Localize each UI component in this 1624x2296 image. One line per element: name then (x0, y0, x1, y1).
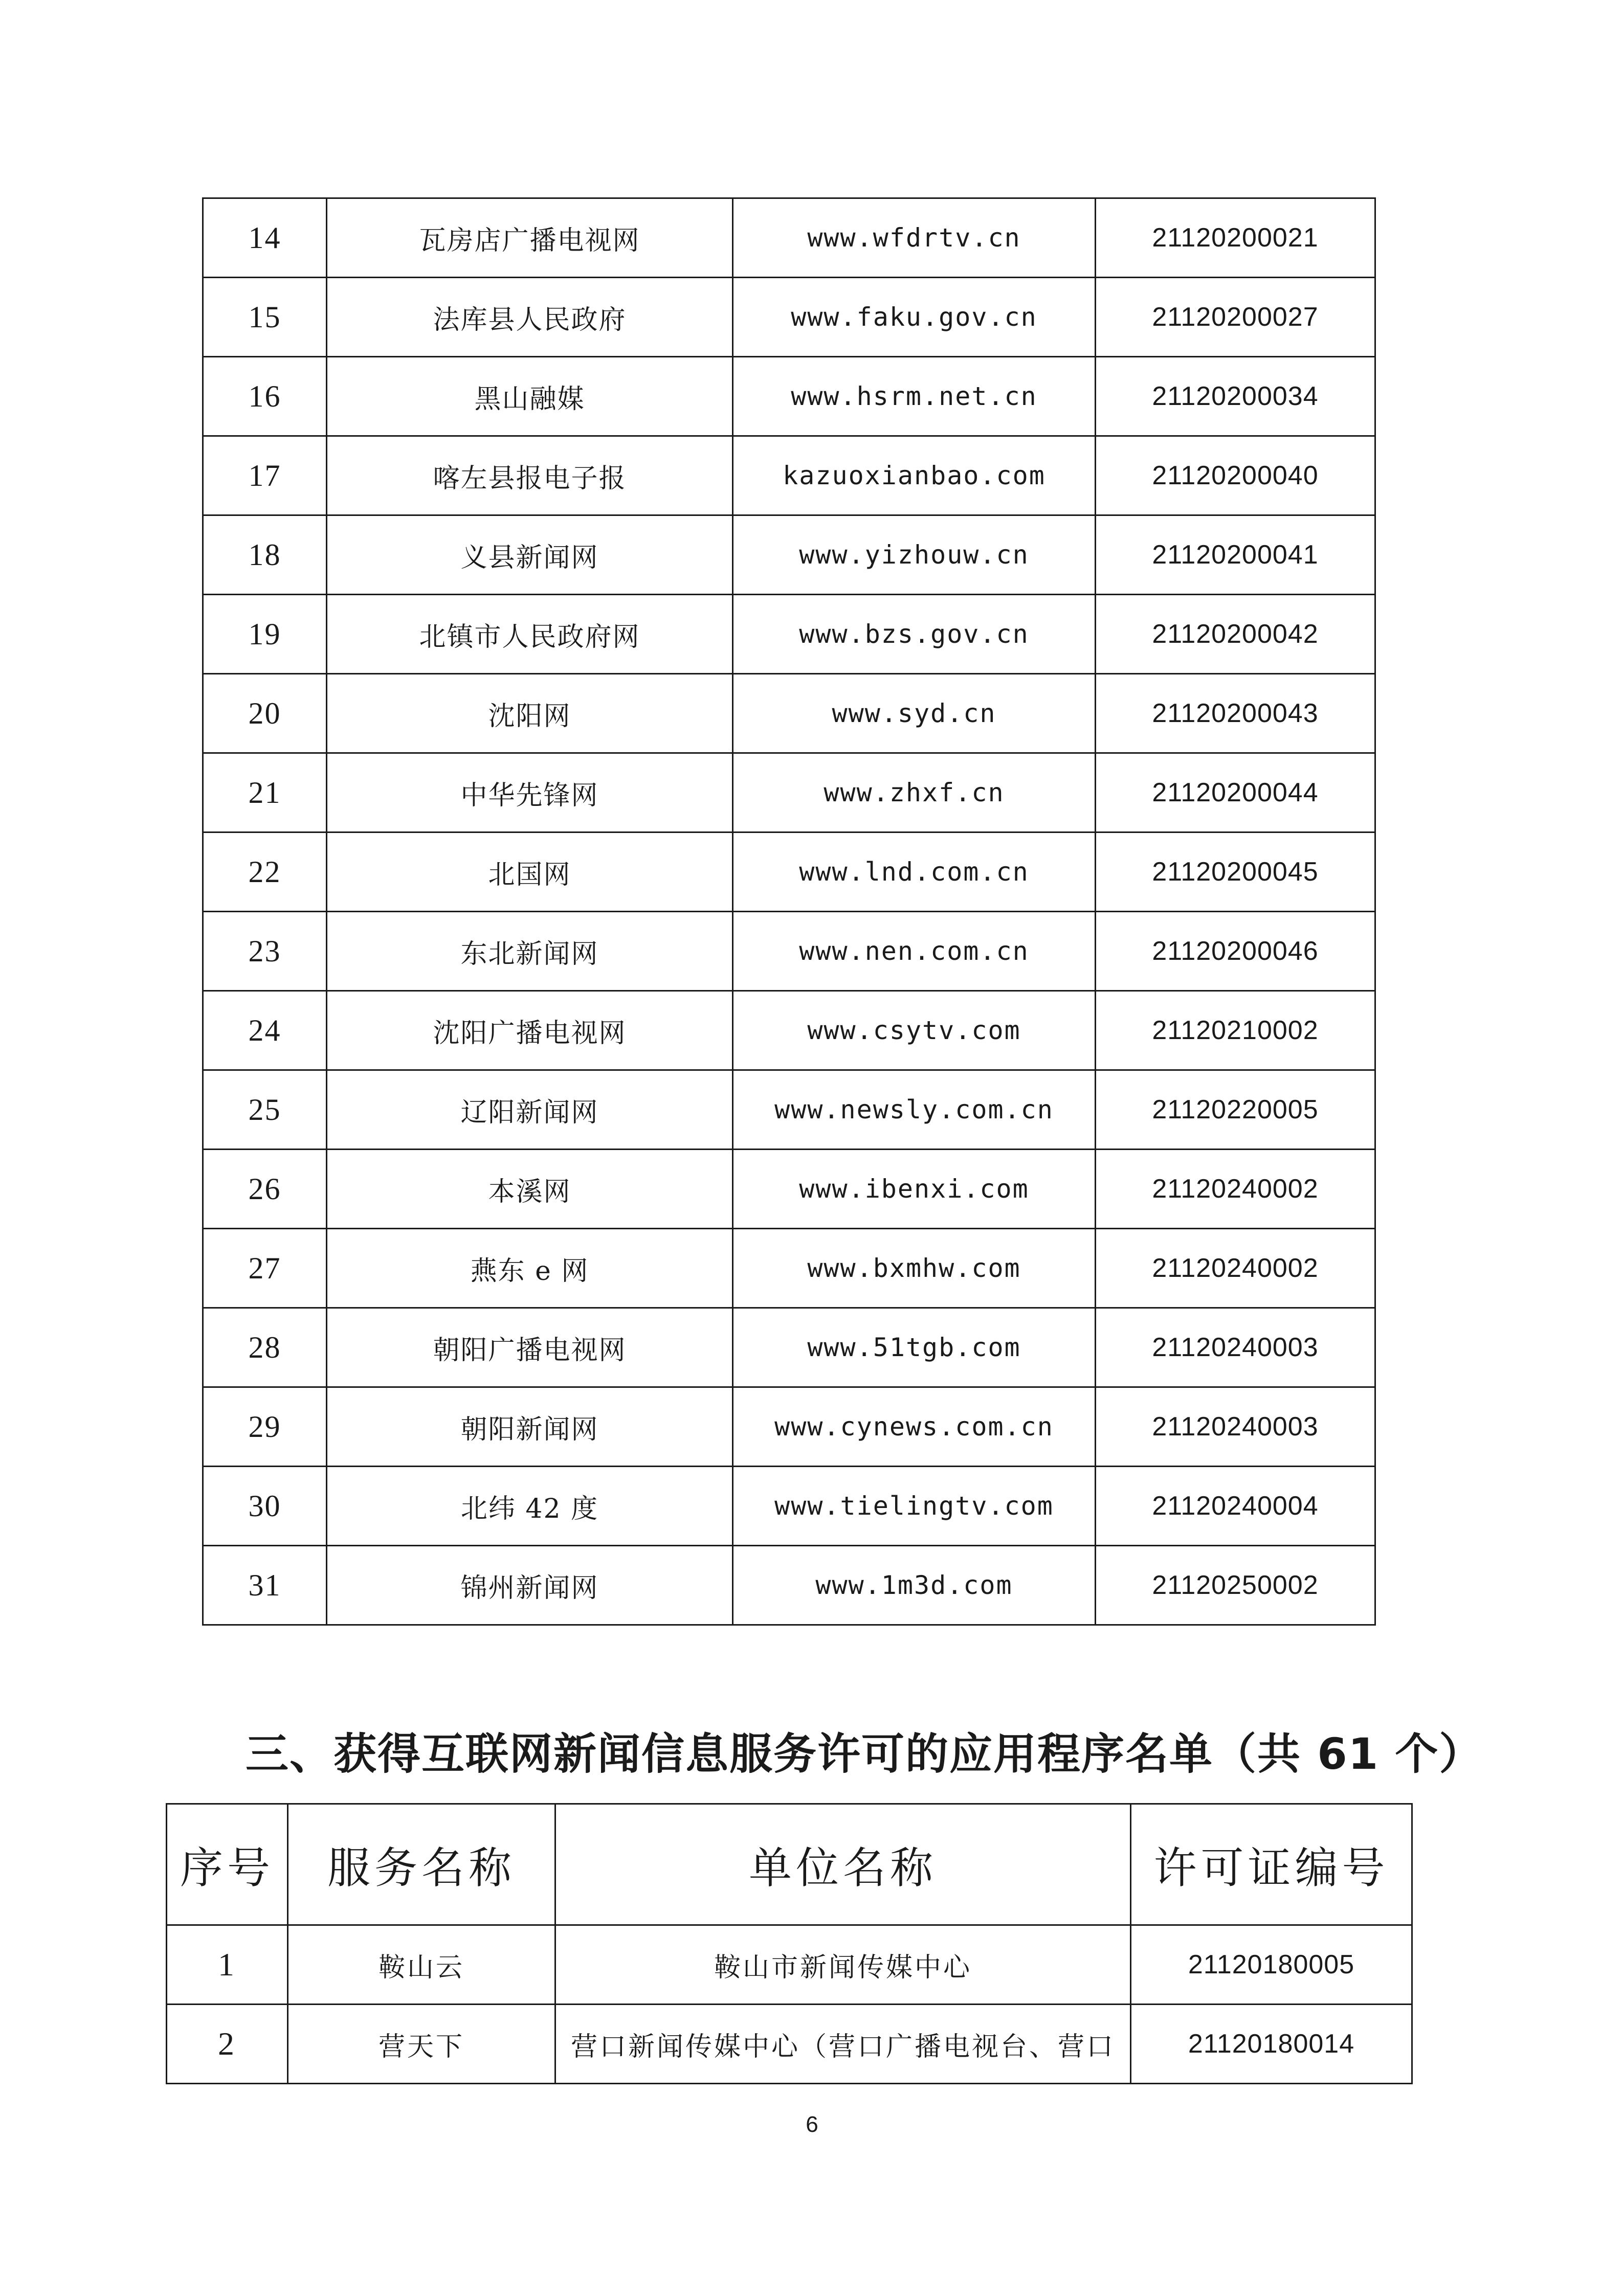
row-number: 25 (203, 1070, 327, 1150)
table-row (203, 357, 1375, 436)
website-name: 沈阳广播电视网 (327, 991, 733, 1070)
row-number: 2 (167, 2005, 288, 2084)
license-number: 21120180005 (1131, 1925, 1412, 2005)
row-number: 26 (203, 1150, 327, 1229)
table-row (203, 753, 1375, 832)
website-name: 喀左县报电子报 (327, 436, 733, 515)
license-number: 21120200041 (1096, 515, 1375, 595)
website-url: www.yizhouw.cn (733, 515, 1096, 595)
website-url: www.1m3d.com (733, 1546, 1096, 1625)
license-number: 21120240004 (1096, 1467, 1375, 1546)
website-name: 法库县人民政府 (327, 278, 733, 357)
header-license-number: 许可证编号 (1131, 1804, 1412, 1925)
apps-table-header-row (167, 1804, 1412, 1925)
page-number: 6 (806, 2112, 818, 2137)
website-url: www.hsrm.net.cn (733, 357, 1096, 436)
license-number: 21120210002 (1096, 991, 1375, 1070)
website-url: www.nen.com.cn (733, 912, 1096, 991)
table-row (203, 1070, 1375, 1150)
website-name: 本溪网 (327, 1150, 733, 1229)
website-url: www.ibenxi.com (733, 1150, 1096, 1229)
row-number: 29 (203, 1387, 327, 1467)
license-number: 21120240003 (1096, 1308, 1375, 1387)
website-name: 东北新闻网 (327, 912, 733, 991)
apps-table-body (167, 1925, 1412, 2084)
service-name: 鞍山云 (288, 1925, 555, 2005)
license-number: 21120240003 (1096, 1387, 1375, 1467)
row-number: 16 (203, 357, 327, 436)
license-number: 21120200044 (1096, 753, 1375, 832)
websites-table-body (203, 198, 1375, 1625)
table-row (203, 436, 1375, 515)
header-service-name: 服务名称 (288, 1804, 555, 1925)
table-row (203, 991, 1375, 1070)
table-row (203, 1546, 1375, 1625)
org-name: 营口新闻传媒中心（营口广播电视台、营口 (555, 2005, 1131, 2084)
license-number: 21120240002 (1096, 1229, 1375, 1308)
website-url: www.faku.gov.cn (733, 278, 1096, 357)
license-number: 21120200045 (1096, 832, 1375, 912)
website-name: 瓦房店广播电视网 (327, 198, 733, 278)
table-row (203, 832, 1375, 912)
table-row (203, 278, 1375, 357)
website-name: 北国网 (327, 832, 733, 912)
row-number: 31 (203, 1546, 327, 1625)
website-name: 朝阳广播电视网 (327, 1308, 733, 1387)
license-number: 21120200040 (1096, 436, 1375, 515)
table-row (203, 1387, 1375, 1467)
website-name: 义县新闻网 (327, 515, 733, 595)
table-row (167, 2005, 1412, 2084)
website-name: 中华先锋网 (327, 753, 733, 832)
license-number: 21120240002 (1096, 1150, 1375, 1229)
website-name: 锦州新闻网 (327, 1546, 733, 1625)
website-url: www.newsly.com.cn (733, 1070, 1096, 1150)
license-number: 21120200046 (1096, 912, 1375, 991)
table-row (203, 1308, 1375, 1387)
website-url: www.cynews.com.cn (733, 1387, 1096, 1467)
website-url: www.bzs.gov.cn (733, 595, 1096, 674)
websites-table (202, 197, 1376, 1626)
website-url: www.bxmhw.com (733, 1229, 1096, 1308)
license-number: 21120200027 (1096, 278, 1375, 357)
row-number: 20 (203, 674, 327, 753)
org-name: 鞍山市新闻传媒中心 (555, 1925, 1131, 2005)
table-row (167, 1925, 1412, 2005)
row-number: 1 (167, 1925, 288, 2005)
table-row (203, 515, 1375, 595)
website-url: www.wfdrtv.cn (733, 198, 1096, 278)
section-heading: 三、获得互联网新闻信息服务许可的应用程序名单（共 61 个） (246, 1729, 1483, 1779)
website-name: 黑山融媒 (327, 357, 733, 436)
website-name: 朝阳新闻网 (327, 1387, 733, 1467)
header-org-name: 单位名称 (555, 1804, 1131, 1925)
license-number: 21120180014 (1131, 2005, 1412, 2084)
license-number: 21120250002 (1096, 1546, 1375, 1625)
license-number: 21120200042 (1096, 595, 1375, 674)
table-row (203, 674, 1375, 753)
license-number: 21120200043 (1096, 674, 1375, 753)
license-number: 21120220005 (1096, 1070, 1375, 1150)
row-number: 24 (203, 991, 327, 1070)
table-row (203, 198, 1375, 278)
license-number: 21120200021 (1096, 198, 1375, 278)
row-number: 21 (203, 753, 327, 832)
website-url: www.csytv.com (733, 991, 1096, 1070)
website-name: 辽阳新闻网 (327, 1070, 733, 1150)
row-number: 15 (203, 278, 327, 357)
row-number: 23 (203, 912, 327, 991)
row-number: 14 (203, 198, 327, 278)
row-number: 30 (203, 1467, 327, 1546)
table-row (203, 1467, 1375, 1546)
website-name: 北纬 42 度 (327, 1467, 733, 1546)
table-row (203, 1229, 1375, 1308)
website-name: 沈阳网 (327, 674, 733, 753)
row-number: 28 (203, 1308, 327, 1387)
website-name: 北镇市人民政府网 (327, 595, 733, 674)
service-name: 营天下 (288, 2005, 555, 2084)
header-no: 序号 (167, 1804, 288, 1925)
table-row (203, 912, 1375, 991)
website-url: kazuoxianbao.com (733, 436, 1096, 515)
row-number: 22 (203, 832, 327, 912)
row-number: 17 (203, 436, 327, 515)
website-url: www.51tgb.com (733, 1308, 1096, 1387)
website-url: www.lnd.com.cn (733, 832, 1096, 912)
row-number: 27 (203, 1229, 327, 1308)
table-row (203, 1150, 1375, 1229)
license-number: 21120200034 (1096, 357, 1375, 436)
row-number: 18 (203, 515, 327, 595)
table-row (203, 595, 1375, 674)
website-url: www.zhxf.cn (733, 753, 1096, 832)
website-url: www.syd.cn (733, 674, 1096, 753)
website-url: www.tielingtv.com (733, 1467, 1096, 1546)
website-name: 燕东 e 网 (327, 1229, 733, 1308)
apps-table (166, 1803, 1413, 2084)
row-number: 19 (203, 595, 327, 674)
